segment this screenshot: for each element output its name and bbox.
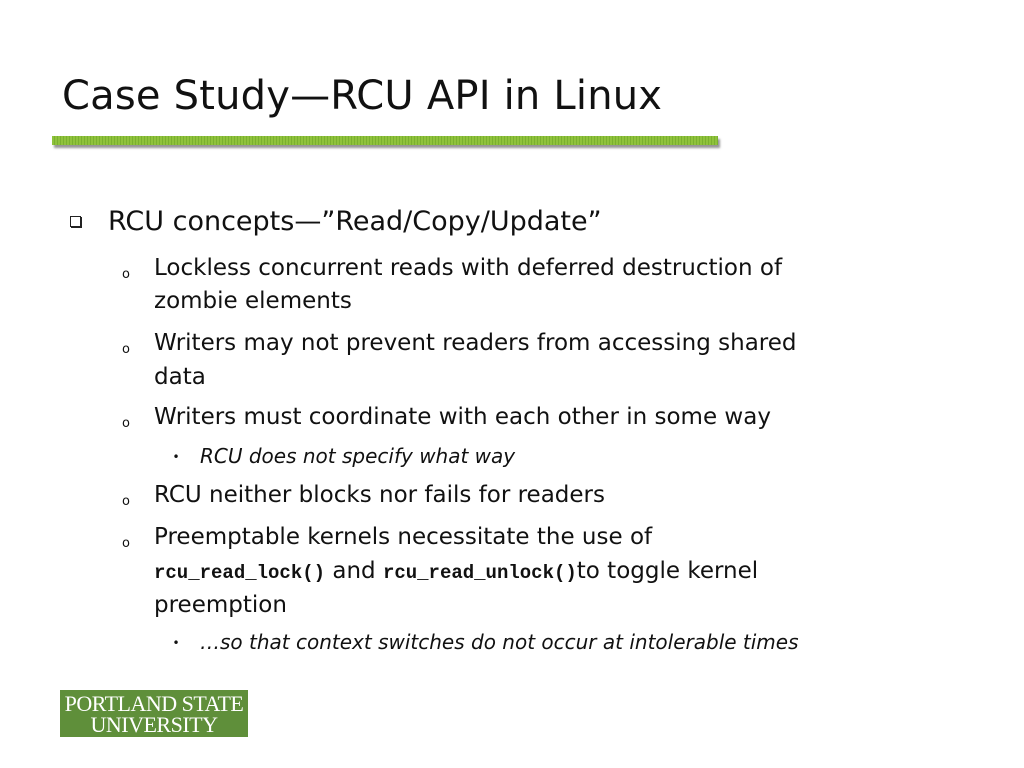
bullet-preemptable-line3: preemption bbox=[154, 592, 287, 618]
dot-bullet-icon: • bbox=[172, 636, 180, 650]
toggle-text: to toggle kernel bbox=[576, 558, 759, 584]
bullet-rcu-not-specify: RCU does not specify what way bbox=[200, 444, 516, 468]
bullet-rcu-neither-blocks: RCU neither blocks nor fails for readers bbox=[154, 482, 605, 508]
circle-bullet-icon: o bbox=[122, 494, 130, 509]
bullet-context-switches: …so that context switches do not occur at intolerable times bbox=[200, 630, 799, 654]
bullet-preemptable-line2 bbox=[154, 554, 758, 590]
bullet-writers-readers-line2: data bbox=[154, 364, 206, 390]
logo-line2: UNIVERSITY bbox=[90, 712, 218, 737]
square-bullet-icon bbox=[70, 216, 81, 227]
circle-bullet-icon: o bbox=[122, 342, 130, 357]
code-rcu-read-unlock: rcu_read_unlock() bbox=[382, 562, 577, 584]
and-text: and bbox=[332, 558, 376, 584]
bullet-writers-readers-line1: Writers may not prevent readers from accessing shared bbox=[154, 330, 797, 356]
circle-bullet-icon: o bbox=[122, 416, 130, 431]
circle-bullet-icon: o bbox=[122, 536, 130, 551]
bullet-rcu-concepts: RCU concepts—”Read/Copy/Update” bbox=[108, 206, 602, 237]
dot-bullet-icon: • bbox=[172, 450, 180, 464]
slide-title: Case Study—RCU API in Linux bbox=[62, 73, 663, 119]
bullet-lockless-line1: Lockless concurrent reads with deferred destruction of bbox=[154, 255, 783, 281]
bullet-writers-coordinate: Writers must coordinate with each other in some way bbox=[154, 404, 771, 430]
code-rcu-read-lock: rcu_read_lock() bbox=[154, 562, 326, 584]
bullet-lockless-line2: zombie elements bbox=[154, 288, 352, 314]
bullet-preemptable-line1: Preemptable kernels necessitate the use of bbox=[154, 524, 653, 550]
circle-bullet-icon: o bbox=[122, 267, 130, 282]
portland-state-logo bbox=[60, 690, 248, 737]
logo-line1: PORTLAND STATE bbox=[64, 691, 244, 716]
